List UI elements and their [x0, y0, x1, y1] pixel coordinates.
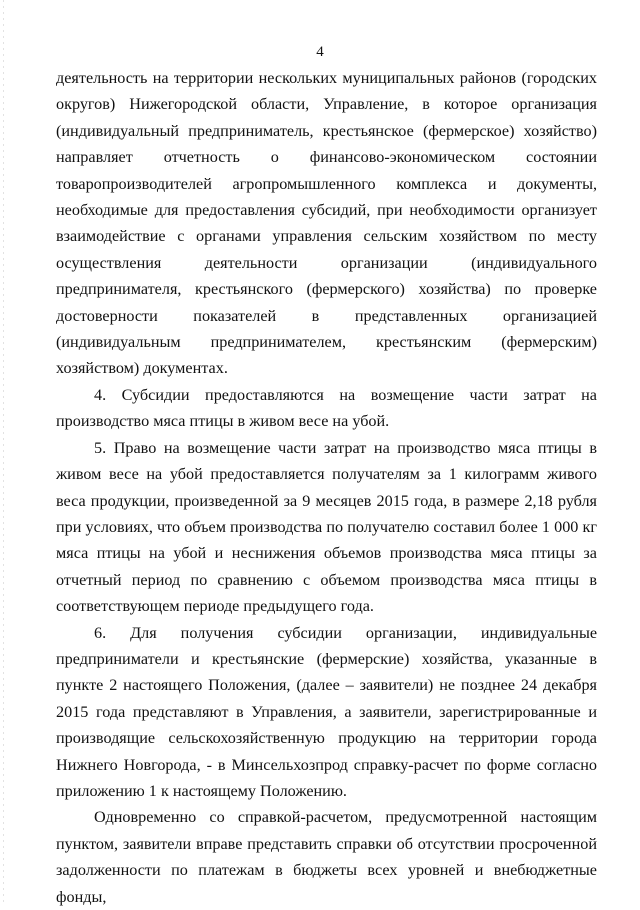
paragraph-item-5: 5. Право на возмещение части затрат на производство мяса птицы в живом весе на убой предоставляется получателям за 1 килограмм живого веса продукции, произведенной за 9 месяцев 2015 года, в размере 2,18 рубля при условиях, что объем производства по получателю составил более 1 000 кг мяса птицы на убой и неснижения объемов производства мяса птицы за отчетный период по сравнению с объемом производства мяса птицы в соответствующем периоде предыдущего года.	[56, 438, 597, 616]
page-number: 4	[316, 44, 324, 60]
paragraph-item-4: 4. Субсидии предоставляются на возмещение части затрат на производство мяса птицы в живом весе на убой.	[56, 385, 597, 431]
scan-edge-artifact	[3, 0, 4, 905]
paragraph-item-6: 6. Для получения субсидии организации, индивидуальные предприниматели и крестьянские (фермерские) хозяйства, указанные в пункте 2 настоящего Положения, (далее – заявители) не позднее 24 декабря 2015 года представляют в Управления, а заявители, зарегистрированные и производящие сельскохозяйственную продукцию на территории города Нижнего Новгорода, - в Минсельхозпрод справку-расчет по форме согласно приложению 1 к настоящему Положению.	[56, 623, 597, 800]
paragraph-simultaneously: Одновременно со справкой-расчетом, предусмотренной настоящим пунктом, заявители вправе представить справки об отсутствии просроченной задолженности по платежам в бюджеты всех уровней и внебюджетные фонды,	[56, 808, 597, 906]
document-body	[56, 65, 597, 910]
paragraph-continuation: деятельность на территории нескольких муниципальных районов (городских округов) Нижегородской области, Управление, в которое организация (индивидуальный предприниматель, крестьянское (фермерское) хозяйство) направляет отчетность о финансово-экономическом состоянии товаропроизводителей агропромышленного комплекса и документы, необходимые для предоставления субсидий, при необходимости организует взаимодействие с органами управления сельским хозяйством по месту осуществления деятельности организации (индивидуального предпринимателя, крестьянского (фермерского) хозяйства) по проверке достоверности показателей в представленных организацией (индивидуальным предпринимателем, крестьянским (фермерским) хозяйством) документах.	[56, 69, 597, 378]
